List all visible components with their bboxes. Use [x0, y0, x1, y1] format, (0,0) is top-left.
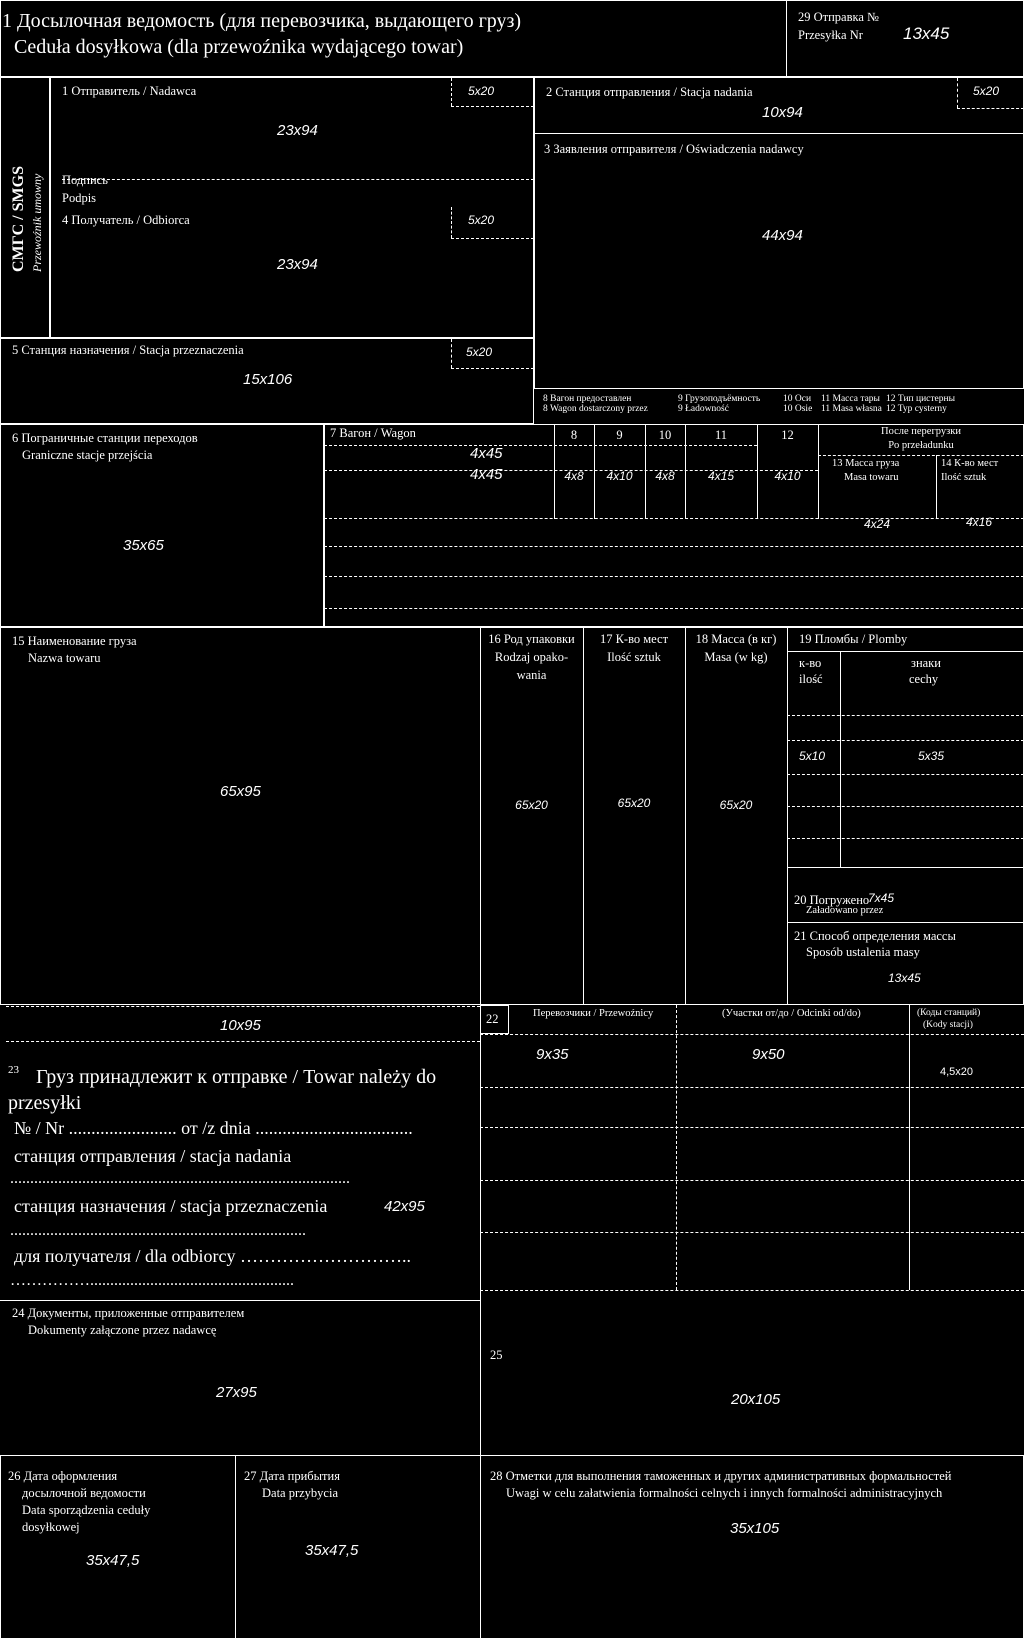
field-23-line-1: Груз принадлежит к отправке / Towar należy do — [36, 1066, 437, 1088]
field-26-line-1: 26 Дата оформления — [8, 1469, 118, 1483]
field-29-size[interactable]: 13x45 — [903, 24, 950, 43]
field-8-size[interactable]: 4x8 — [564, 469, 584, 483]
goods-col-16 — [480, 627, 481, 1005]
lower-col-divider — [480, 1005, 481, 1455]
h9-ru: 9 Грузоподъёмность — [678, 394, 761, 404]
field-6-label-ru: 6 Пограничные станции переходов — [12, 431, 198, 445]
h10-ru: 10 Оси — [783, 394, 812, 404]
field-15-label-pl: Nazwa towaru — [28, 651, 101, 665]
field-26-size[interactable]: 35x47,5 — [86, 1552, 140, 1569]
field-20-size[interactable]: 7x45 — [868, 891, 895, 905]
field-7-size-a[interactable]: 4x45 — [470, 445, 503, 462]
field-18-line-2: Masa (w kg) — [704, 650, 768, 664]
field-26-line-4: dosyłkowej — [22, 1520, 80, 1534]
field-7-label: 7 Вагон / Wagon — [330, 426, 416, 440]
after-reload-pl: Po przeładunku — [888, 440, 954, 451]
field-22-num: 22 — [486, 1012, 499, 1026]
seals-row-3 — [787, 774, 1024, 775]
wagon-num-8: 8 — [570, 428, 578, 442]
h8-ru: 8 Вагон предоставлен — [543, 394, 632, 404]
goods-col-19 — [787, 627, 788, 1005]
field-14-ru: 14 К-во мест — [941, 458, 999, 469]
wagon-num-12: 12 — [781, 428, 794, 442]
field-5-code-line — [451, 368, 534, 369]
field-26-line-3: Data sporządzenia ceduły — [22, 1503, 151, 1517]
field-4-size[interactable]: 23x94 — [277, 256, 318, 273]
field-27-label-pl: Data przybycia — [262, 1486, 339, 1500]
field-29-label-ru: 29 Отправка № — [798, 10, 879, 24]
field-13-pl: Masa towaru — [844, 472, 899, 483]
smgs-label: СМГС / SMGS — [10, 166, 27, 272]
field-25-num: 25 — [490, 1348, 503, 1362]
field-14-pl: Ilość sztuk — [941, 472, 987, 483]
field-14-size[interactable]: 4x16 — [966, 515, 993, 529]
wagon-row-line-3 — [324, 518, 1024, 519]
codes-size[interactable]: 4,5x20 — [940, 1066, 974, 1078]
seals-row-4 — [787, 806, 1024, 807]
after-reload-ru: После перегрузки — [880, 426, 961, 437]
wagon-row-line-4 — [324, 546, 1024, 547]
seals-znaki: знаки — [911, 656, 941, 670]
field-29-label-pl: Przesyłka Nr — [798, 28, 863, 42]
signature-label-pl: Podpis — [62, 191, 97, 205]
field-27-label-ru: 27 Дата прибытия — [244, 1469, 340, 1483]
f22-row-2 — [480, 1087, 1024, 1088]
wagon-row-line-6 — [324, 608, 1024, 609]
field-23-line-5: ..................................................................................... — [10, 1170, 350, 1187]
field-26-line-2: досылочной ведомости — [22, 1486, 146, 1500]
field-23-line-9: ……………................................................... — [10, 1272, 294, 1289]
field-5-code-divider — [451, 339, 452, 368]
field-1-code-divider — [451, 78, 452, 106]
field-17-line-2: Ilość sztuk — [607, 650, 661, 664]
field-11-size[interactable]: 4x15 — [707, 469, 735, 483]
f22-row-5 — [480, 1232, 1024, 1233]
field-1-4-frame — [50, 77, 534, 338]
field-17-size[interactable]: 65x20 — [617, 796, 651, 810]
field-24-label-pl: Dokumenty załączone przez nadawcę — [28, 1323, 217, 1337]
field-5-code-size: 5x20 — [466, 345, 493, 359]
bottom-col-28 — [480, 1455, 481, 1639]
f22-row-4 — [480, 1180, 1024, 1181]
f22-row-6 — [480, 1290, 1024, 1291]
field-23-line-8: для получателя / dla odbiorcy ……………………….. — [14, 1246, 411, 1266]
header-divider — [786, 0, 787, 77]
seals-bottom-line — [787, 867, 1024, 868]
field-4-code-divider — [451, 207, 452, 238]
field-2-label: 2 Станция отправления / Stacja nadania — [546, 85, 753, 99]
field-16-line-3: wania — [516, 668, 547, 682]
field-23-size[interactable]: 42x95 — [384, 1198, 425, 1215]
field-3-label: 3 Заявления отправителя / Oświadczenia nadawcy — [544, 142, 804, 156]
form-title-ru: 1 Досылочная ведомость (для перевозчика, выдающего груз) — [2, 10, 522, 32]
sections-header: (Участки от/до / Odcinki od/do) — [722, 1008, 861, 1019]
seals-row-5 — [787, 838, 1024, 839]
goods-col-18 — [685, 627, 686, 1005]
field-16-line-1: 16 Род упаковки — [488, 632, 575, 646]
field-2-3-divider — [534, 133, 1024, 134]
field-21-label-ru: 21 Способ определения массы — [794, 929, 956, 943]
umowny-label: Przewoźnik umowny — [30, 173, 44, 272]
field-10x95-size[interactable]: 10x95 — [220, 1017, 261, 1034]
field-16-line-2: Rodzaj opako- — [494, 650, 569, 664]
f22-row-1 — [480, 1034, 1024, 1035]
field-24-label-ru: 24 Документы, приложенные отправителем — [12, 1306, 245, 1320]
field-24-top-line — [0, 1300, 480, 1301]
seals-cechy: cechy — [909, 672, 939, 686]
field-23-line-7: .......................................................................... — [10, 1222, 306, 1239]
field-4-code-size: 5x20 — [468, 213, 495, 227]
seals-header-line — [787, 651, 1024, 652]
field-1-label: 1 Отправитель / Nadawca — [62, 84, 197, 98]
h8-pl: 8 Wagon dostarczony przez — [543, 404, 648, 414]
field-5-label: 5 Станция назначения / Stacja przeznaczenia — [12, 343, 244, 357]
form-title-pl: Ceduła dosyłkowa (dla przewoźnika wydającego towar) — [14, 36, 464, 58]
field-13-ru: 13 Масса груза — [832, 458, 900, 469]
codes-col-divider — [909, 1005, 910, 1290]
wagon-col-14 — [936, 455, 937, 519]
seals-qty-size[interactable]: 5x10 — [799, 749, 826, 763]
h9-pl: 9 Ładowność — [678, 404, 729, 414]
field-23-line-6: станция назначения / stacja przeznaczenia — [14, 1196, 328, 1216]
seals-ilosc: ilość — [799, 672, 823, 686]
field-4-code-line — [451, 238, 534, 239]
h12-pl: 12 Typ cysterny — [886, 404, 947, 414]
field-23-line-4: станция отправления / stacja nadania — [14, 1146, 292, 1166]
bottom-col-27 — [235, 1455, 236, 1639]
field-24-size[interactable]: 27x95 — [216, 1384, 257, 1401]
field-18-line-1: 18 Масса (в кг) — [695, 632, 777, 646]
sections-size[interactable]: 9x50 — [752, 1046, 785, 1063]
field-9-size[interactable]: 4x10 — [606, 469, 633, 483]
row-10x95-top — [6, 1006, 480, 1007]
row-10x95-bottom — [6, 1041, 480, 1042]
field-21-label-pl: Sposób ustalenia masy — [806, 945, 920, 959]
seals-marks-size[interactable]: 5x35 — [918, 749, 945, 763]
field-1-size[interactable]: 23x94 — [277, 122, 318, 139]
field-20-21-line — [787, 922, 1024, 923]
wagon-num-10: 10 — [658, 428, 672, 442]
carriers-header: Перевозчики / Przewoźnicy — [533, 1008, 654, 1019]
field-23-line-2: przesyłki — [8, 1092, 82, 1114]
signature-line — [62, 179, 534, 180]
field-2-size[interactable]: 10x94 — [762, 104, 803, 121]
field-28-label-ru: 28 Отметки для выполнения таможенных и других административных формальностей — [490, 1469, 952, 1483]
field-5-size[interactable]: 15x106 — [243, 371, 293, 388]
field-1-code-size: 5x20 — [468, 84, 495, 98]
wagon-row-line-1 — [324, 445, 757, 446]
field-25-size[interactable]: 20x105 — [731, 1391, 781, 1408]
wagon-row-line-5 — [324, 576, 1024, 577]
field-28-size[interactable]: 35x105 — [730, 1520, 780, 1537]
seals-row-2 — [787, 740, 1024, 741]
field-23-line-3: № / Nr ........................ от /z dnia ................................... — [14, 1118, 413, 1138]
field-16-size[interactable]: 65x20 — [515, 798, 548, 812]
field-4-label: 4 Получатель / Odbiorca — [62, 213, 190, 227]
field-28-label-pl: Uwagi w celu załatwienia formalności celnych i innych formalności administracyjnych — [506, 1486, 943, 1500]
field-15-size[interactable]: 65x95 — [220, 783, 261, 800]
field-6-label-pl: Graniczne stacje przejścia — [22, 448, 153, 462]
field-21-size[interactable]: 13x45 — [888, 971, 921, 985]
field-10-size[interactable]: 4x8 — [655, 469, 675, 483]
carriers-col-divider — [676, 1005, 677, 1290]
carriers-size[interactable]: 9x35 — [536, 1046, 569, 1063]
field-15-label-ru: 15 Наименование груза — [12, 634, 137, 648]
field-2-code-divider — [957, 78, 958, 108]
after-reload-line — [818, 455, 1024, 456]
field-20-label-pl: Załadowano przez — [806, 905, 884, 916]
field-17-line-1: 17 К-во мест — [599, 632, 669, 646]
field-19-label: 19 Пломбы / Plomby — [799, 632, 908, 646]
field-13-size[interactable]: 4x24 — [864, 517, 891, 531]
field-23-num: 23 — [8, 1064, 19, 1076]
codes-header-pl: (Kody stacji) — [923, 1020, 973, 1030]
h11-pl: 11 Masa własna — [821, 404, 882, 414]
field-6-size[interactable]: 35x65 — [123, 537, 164, 554]
seals-inner-divider — [840, 651, 841, 867]
h12-ru: 12 Тип цистерны — [886, 394, 955, 404]
h10-pl: 10 Osie — [783, 404, 813, 414]
wagon-num-11: 11 — [714, 428, 728, 442]
codes-header-ru: (Коды станций) — [917, 1008, 981, 1018]
f22-row-3 — [480, 1127, 1024, 1128]
field-20-label-ru: 20 Погружено — [794, 893, 870, 907]
goods-col-17 — [583, 627, 584, 1005]
wagon-col-after — [818, 424, 819, 519]
field-2-code-line — [957, 108, 1024, 109]
signature-label-ru: Подпись — [62, 173, 108, 187]
wagon-num-9: 9 — [616, 428, 623, 442]
field-2-code-size: 5x20 — [973, 84, 1000, 98]
seals-row-1 — [787, 715, 1024, 716]
field-27-size[interactable]: 35x47,5 — [305, 1542, 359, 1559]
seals-kvo: к-во — [799, 656, 822, 670]
field-7-size-b[interactable]: 4x45 — [470, 466, 503, 483]
field-1-code-line — [451, 106, 534, 107]
field-3-size[interactable]: 44x94 — [762, 227, 803, 244]
h11-ru: 11 Масса тары — [821, 394, 880, 404]
field-12-size[interactable]: 4x10 — [774, 469, 801, 483]
field-18-size[interactable]: 65x20 — [719, 798, 753, 812]
